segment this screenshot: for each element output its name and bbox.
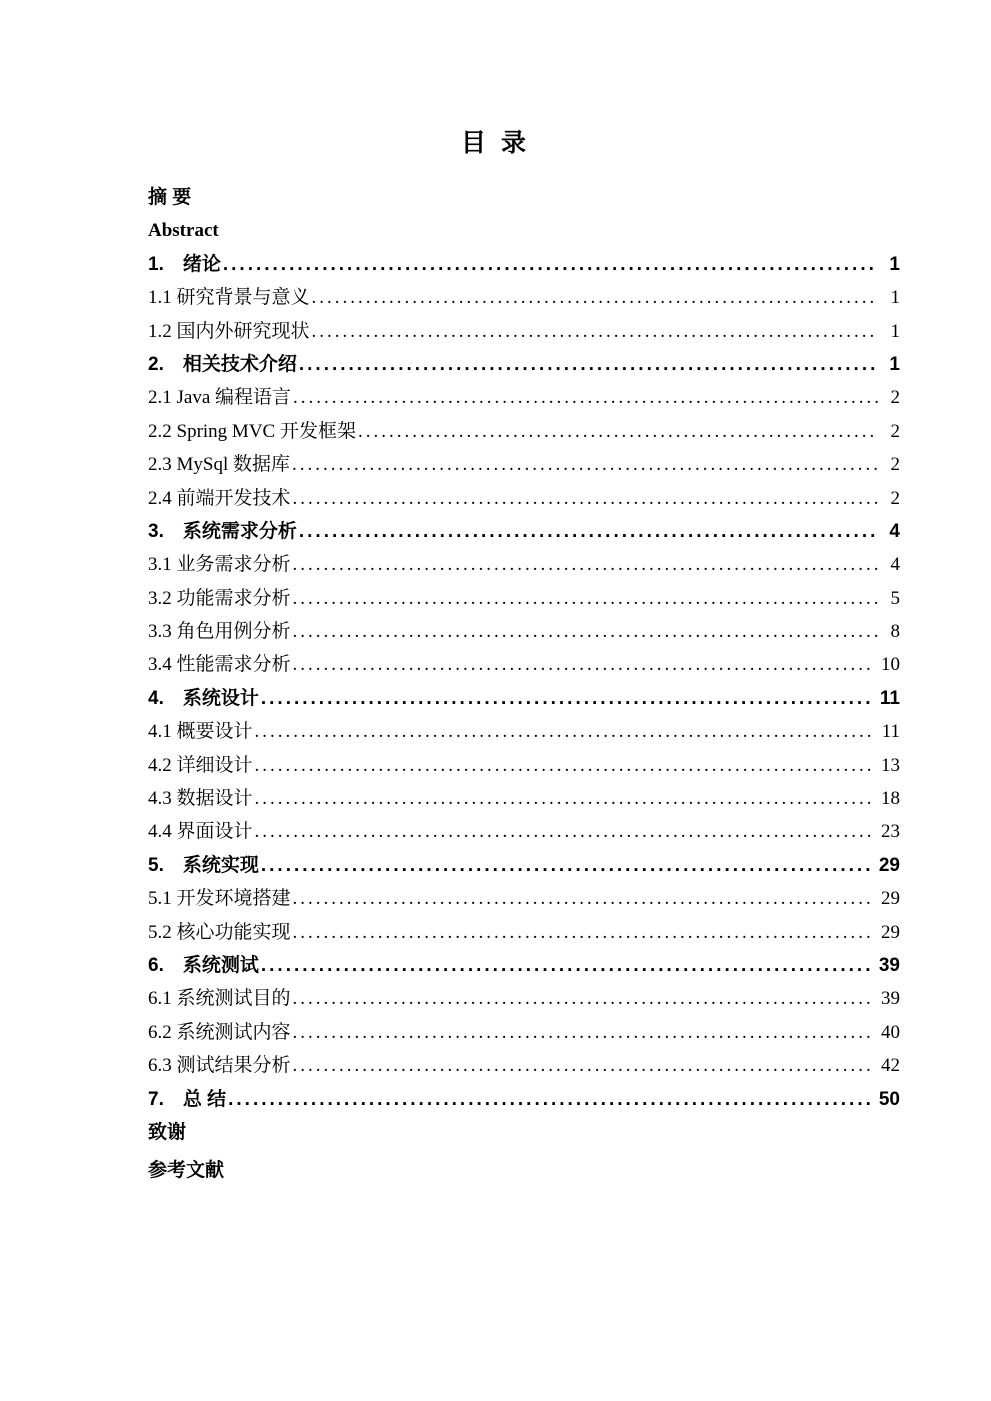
toc-entry xyxy=(148,1083,900,1116)
toc-entry-label: 1. 绪论 xyxy=(148,253,221,275)
toc-entry-page: 11 xyxy=(879,687,900,709)
page-title: 目 录 xyxy=(461,129,530,157)
toc-entry-page: 11 xyxy=(881,721,900,743)
toc-entry xyxy=(148,949,900,982)
toc-entry xyxy=(148,582,900,615)
toc-dot-leader xyxy=(255,815,873,848)
toc-entry-label: 2.3 MySql 数据库 xyxy=(148,454,290,476)
toc-entry-label: 4.4 界面设计 xyxy=(148,821,253,843)
toc-entry-label: 6. 系统测试 xyxy=(148,954,259,976)
toc-entry-label: 1.1 研究背景与意义 xyxy=(148,287,310,309)
toc-entry xyxy=(148,1116,900,1149)
toc-dot-leader xyxy=(293,1049,873,1082)
toc-dot-leader xyxy=(293,548,878,581)
toc-entry-page: 18 xyxy=(881,788,900,810)
toc-entry-page: 5 xyxy=(890,587,900,609)
toc-dot-leader xyxy=(293,1016,873,1049)
toc-entry-page: 42 xyxy=(881,1055,900,1077)
toc-entry-page: 1 xyxy=(889,353,900,375)
toc-entry-page: 10 xyxy=(881,654,900,676)
toc-entry-label: 5. 系统实现 xyxy=(148,854,259,876)
toc-dot-leader xyxy=(261,949,871,982)
toc-entry xyxy=(148,882,900,915)
toc-dot-leader xyxy=(299,515,878,548)
toc-entry-label: 4.1 概要设计 xyxy=(148,721,253,743)
toc-entry xyxy=(148,348,900,381)
toc-entry xyxy=(148,381,900,414)
toc-entry-label: 2.2 Spring MVC 开发框架 xyxy=(148,420,356,442)
toc-dot-leader xyxy=(299,348,878,381)
toc-entry-label: 2. 相关技术介绍 xyxy=(148,353,297,375)
toc-entry xyxy=(148,248,900,281)
toc-dot-leader xyxy=(255,782,873,815)
toc-entry xyxy=(148,749,900,782)
toc-entry-label: 6.3 测试结果分析 xyxy=(148,1055,291,1077)
toc-entry-page: 23 xyxy=(881,821,900,843)
toc-entry-label: 1.2 国内外研究现状 xyxy=(148,320,310,342)
toc-entry xyxy=(148,916,900,949)
toc-entry-page: 29 xyxy=(881,921,900,943)
toc-entry xyxy=(148,782,900,815)
toc-entry-label: 6.2 系统测试内容 xyxy=(148,1021,291,1043)
toc-dot-leader xyxy=(293,882,873,915)
toc-entry-label: 5.1 开发环境搭建 xyxy=(148,888,291,910)
toc-entry xyxy=(148,648,900,681)
toc-dot-leader xyxy=(293,381,878,414)
toc-entry xyxy=(148,181,900,214)
toc-entry-label: 3. 系统需求分析 xyxy=(148,520,297,542)
toc-entry xyxy=(148,548,900,581)
toc-entry-label: 3.1 业务需求分析 xyxy=(148,554,291,576)
toc-entry xyxy=(148,482,900,515)
toc-entry xyxy=(148,315,900,348)
toc-entry-label: 3.4 性能需求分析 xyxy=(148,654,291,676)
toc-entry xyxy=(148,281,900,314)
toc-entry-page: 39 xyxy=(881,988,900,1010)
toc-entry-label: 摘 要 xyxy=(148,187,192,208)
toc-entry xyxy=(148,515,900,548)
toc-entry-page: 2 xyxy=(890,387,900,409)
toc-entry xyxy=(148,815,900,848)
toc-dot-leader xyxy=(358,415,878,448)
toc-entry xyxy=(148,1016,900,1049)
toc-entry-page: 39 xyxy=(878,954,900,976)
toc-entry xyxy=(148,415,900,448)
toc-entry-label: 6.1 系统测试目的 xyxy=(148,988,291,1010)
toc-entry-label: 致谢 xyxy=(148,1121,187,1143)
toc-entry-page: 2 xyxy=(890,454,900,476)
toc-dot-leader xyxy=(261,682,872,715)
toc-dot-leader xyxy=(228,1083,871,1116)
toc-dot-leader xyxy=(255,749,873,782)
toc-dot-leader xyxy=(293,482,878,515)
toc-entry-label: 4.2 详细设计 xyxy=(148,754,253,776)
toc-entry-page: 2 xyxy=(890,420,900,442)
toc-entry-label: 2.1 Java 编程语言 xyxy=(148,387,292,409)
toc-entry-label: 参考文献 xyxy=(148,1160,225,1182)
toc-dot-leader xyxy=(312,281,878,314)
toc-entry xyxy=(148,849,900,882)
toc-dot-leader xyxy=(293,982,873,1015)
toc-entry xyxy=(148,982,900,1015)
toc-entry xyxy=(148,715,900,748)
toc-entry-label: 2.4 前端开发技术 xyxy=(148,487,291,509)
toc-dot-leader xyxy=(292,448,878,481)
toc-entry-label: 3.3 角色用例分析 xyxy=(148,621,291,643)
toc-entry-page: 1 xyxy=(890,287,900,309)
toc-entry-page: 40 xyxy=(881,1021,900,1043)
toc-entry-page: 29 xyxy=(881,888,900,910)
toc-dot-leader xyxy=(293,582,878,615)
toc-entry-page: 29 xyxy=(878,854,900,876)
toc-entry xyxy=(148,1154,900,1187)
toc-entry-page: 4 xyxy=(890,554,900,576)
toc-entry-label: 5.2 核心功能实现 xyxy=(148,921,291,943)
toc-entry xyxy=(148,1049,900,1082)
toc-entry xyxy=(148,214,900,247)
toc-entry-label: 3.2 功能需求分析 xyxy=(148,587,291,609)
toc-dot-leader xyxy=(293,648,873,681)
toc-dot-leader xyxy=(261,849,871,882)
toc-entry-page: 50 xyxy=(878,1088,900,1110)
toc-entry xyxy=(148,448,900,481)
toc-entry-page: 1 xyxy=(889,253,900,275)
toc-entry-page: 1 xyxy=(890,320,900,342)
toc-dot-leader xyxy=(293,615,878,648)
toc-entry xyxy=(148,615,900,648)
toc-entry-label: 7. 总 结 xyxy=(148,1088,227,1110)
toc-dot-leader xyxy=(293,916,873,949)
toc-entry-page: 4 xyxy=(889,520,900,542)
toc-dot-leader xyxy=(312,315,878,348)
toc-entry-page: 13 xyxy=(881,754,900,776)
toc-entry-label: 4.3 数据设计 xyxy=(148,788,253,810)
toc-dot-leader xyxy=(223,248,878,281)
toc-dot-leader xyxy=(255,715,874,748)
toc-entry-page: 2 xyxy=(890,487,900,509)
toc-entry-label: Abstract xyxy=(148,220,219,242)
toc-entry-page: 8 xyxy=(890,621,900,643)
toc-list xyxy=(0,181,991,1188)
toc-entry-label: 4. 系统设计 xyxy=(148,687,259,709)
toc-entry xyxy=(148,682,900,715)
